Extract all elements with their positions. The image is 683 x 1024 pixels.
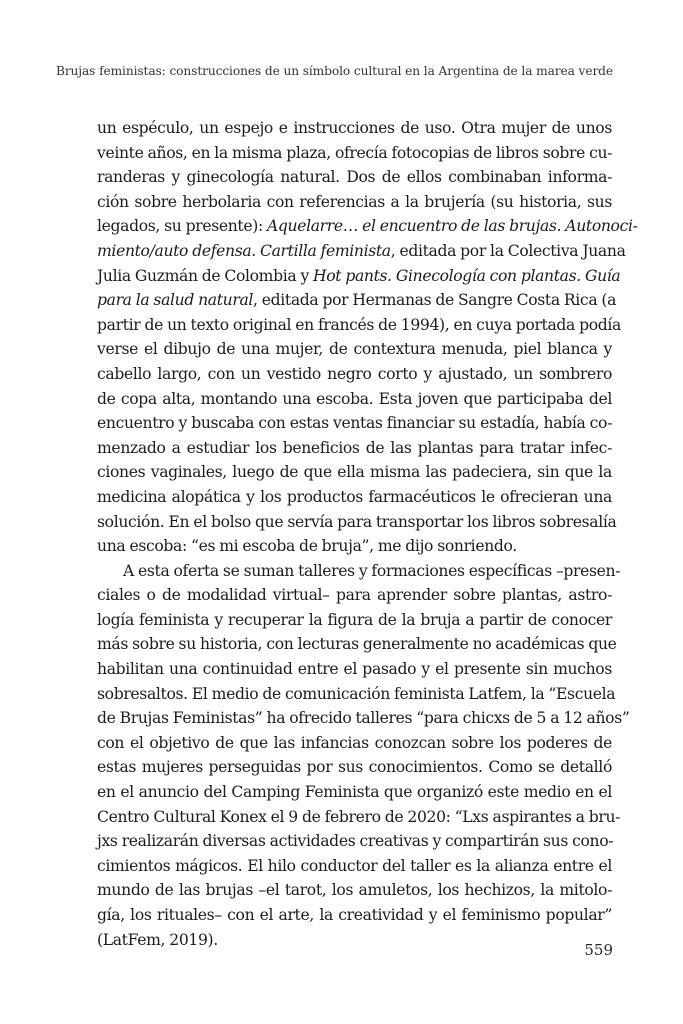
- paragraph: [97, 116, 638, 559]
- paragraph: [97, 559, 630, 953]
- text-span: un espéculo, un espejo e instrucciones de uso. Otra mujer de unos: [97, 119, 612, 137]
- text-line: [97, 116, 612, 141]
- text-line: [97, 485, 612, 510]
- italic-title-span: Aquelarre… el encuentro de las brujas. Autonoci-: [266, 217, 638, 236]
- text-span: medicina alopática y los productos farmacéuticos le ofrecieran una: [97, 487, 612, 506]
- text-span: ciales o de modalidad virtual– para aprender sobre plantas, astro-: [97, 586, 612, 605]
- italic-title-span: Hot pants. Ginecología con plantas. Guía: [313, 266, 621, 285]
- page-number: 559: [584, 941, 613, 959]
- text-span: partir de un texto original en francés de 1994), en cuya portada podía: [97, 315, 621, 334]
- text-span: solución. En el bolso que servía para transportar los libros sobresalía: [97, 512, 617, 531]
- text-span: randeras y ginecología natural. Dos de ellos combinaban informa-: [97, 168, 612, 187]
- text-span: cabello largo, con un vestido negro corto y ajustado, un sombrero: [97, 364, 612, 383]
- text-span: cimientos mágicos. El hilo conductor del taller es la alianza entre el: [97, 856, 612, 875]
- text-span: habilitan una continuidad entre el pasado y el presente sin muchos: [97, 660, 612, 679]
- body-text: [97, 116, 638, 952]
- text-line: [97, 288, 617, 313]
- text-line: [97, 928, 612, 953]
- text-line: [97, 337, 612, 362]
- running-header: Brujas feministas: construcciones de un símbolo cultural en la Argentina de la marea verde: [55, 64, 613, 78]
- text-span: Centro Cultural Konex el 9 de febrero de 2020: “Lxs aspirantes a bru-: [97, 807, 621, 826]
- text-span: jxs realizarán diversas actividades creativas y compartirán sus cono-: [97, 832, 614, 851]
- text-line: [97, 780, 612, 805]
- text-span: ciones vaginales, luego de que ella misma las padeciera, sin que la: [97, 463, 612, 482]
- text-line: [97, 264, 621, 289]
- text-span: estas mujeres perseguidas por sus conocimientos. Como se detalló: [97, 758, 612, 777]
- text-span: , editada por Hermanas de Sangre Costa Rica (a: [253, 291, 617, 310]
- text-line: [97, 903, 612, 928]
- text-line: [97, 706, 630, 731]
- text-line: [97, 510, 617, 535]
- text-line: [97, 313, 621, 338]
- text-span: de copa alta, montando una escoba. Esta joven que participaba del: [97, 389, 612, 408]
- text-span: una escoba: “es mi escoba de bruja”, me dijo sonriendo.: [97, 537, 517, 556]
- text-span: mundo de las brujas –el tarot, los amuletos, los hechizos, la mitolo-: [97, 881, 612, 900]
- text-span: gía, los rituales– con el arte, la creatividad y el feminismo popular”: [97, 906, 612, 924]
- text-line: [97, 436, 612, 461]
- text-line: [97, 878, 612, 903]
- text-line: [97, 657, 612, 682]
- text-line: [97, 190, 612, 215]
- text-line: [97, 214, 638, 239]
- text-span: veinte años, en la misma plaza, ofrecía fotocopias de libros sobre cu-: [97, 143, 613, 162]
- text-line: [97, 854, 612, 879]
- text-line: [97, 559, 621, 584]
- text-span: ción sobre herbolaria con referencias a la brujería (su historia, sus: [97, 192, 612, 211]
- text-line: [97, 755, 612, 780]
- text-line: [97, 829, 612, 854]
- text-line: [97, 632, 617, 657]
- text-span: con el objetivo de que las infancias conozcan sobre los poderes de: [97, 733, 612, 752]
- text-span: menzado a estudiar los beneficios de las plantas para tratar infec-: [97, 438, 612, 457]
- text-line: [97, 239, 626, 264]
- text-span: legados, su presente):: [97, 217, 267, 236]
- text-span: encuentro y buscaba con estas ventas financiar su estadía, había co-: [97, 414, 612, 433]
- text-span: , editada por la Colectiva Juana: [390, 241, 626, 260]
- text-line: [97, 460, 612, 485]
- text-line: [97, 608, 612, 633]
- text-line: [97, 731, 612, 756]
- text-span: en el anuncio del Camping Feminista que organizó este medio en el: [97, 783, 612, 802]
- text-span: Julia Guzmán de Colombia y: [97, 266, 314, 285]
- text-line: [97, 387, 612, 412]
- text-line: [97, 141, 612, 166]
- italic-title-span: para la salud natural: [97, 291, 254, 310]
- text-line: [97, 805, 621, 830]
- text-span: sobresaltos. El medio de comunicación feminista Latfem, la “Escuela: [97, 684, 616, 703]
- text-span: logía feminista y recuperar la figura de la bruja a partir de conocer: [97, 610, 612, 629]
- text-line: [97, 362, 612, 387]
- text-line: [97, 411, 612, 436]
- italic-title-span: miento/auto defensa. Cartilla feminista: [97, 241, 391, 260]
- text-span: verse el dibujo de una mujer, de contextura menuda, piel blanca y: [97, 340, 612, 359]
- text-span: A esta oferta se suman talleres y formaciones específicas –presen-: [123, 561, 621, 580]
- text-line: [97, 165, 612, 190]
- text-line: [97, 583, 612, 608]
- text-line: [97, 682, 616, 707]
- text-span: (LatFem, 2019).: [97, 930, 218, 949]
- text-span: más sobre su historia, con lecturas generalmente no académicas que: [97, 635, 617, 654]
- text-line: [97, 534, 612, 559]
- text-span: de Brujas Feministas” ha ofrecido talleres “para chicxs de 5 a 12 años”: [97, 709, 630, 728]
